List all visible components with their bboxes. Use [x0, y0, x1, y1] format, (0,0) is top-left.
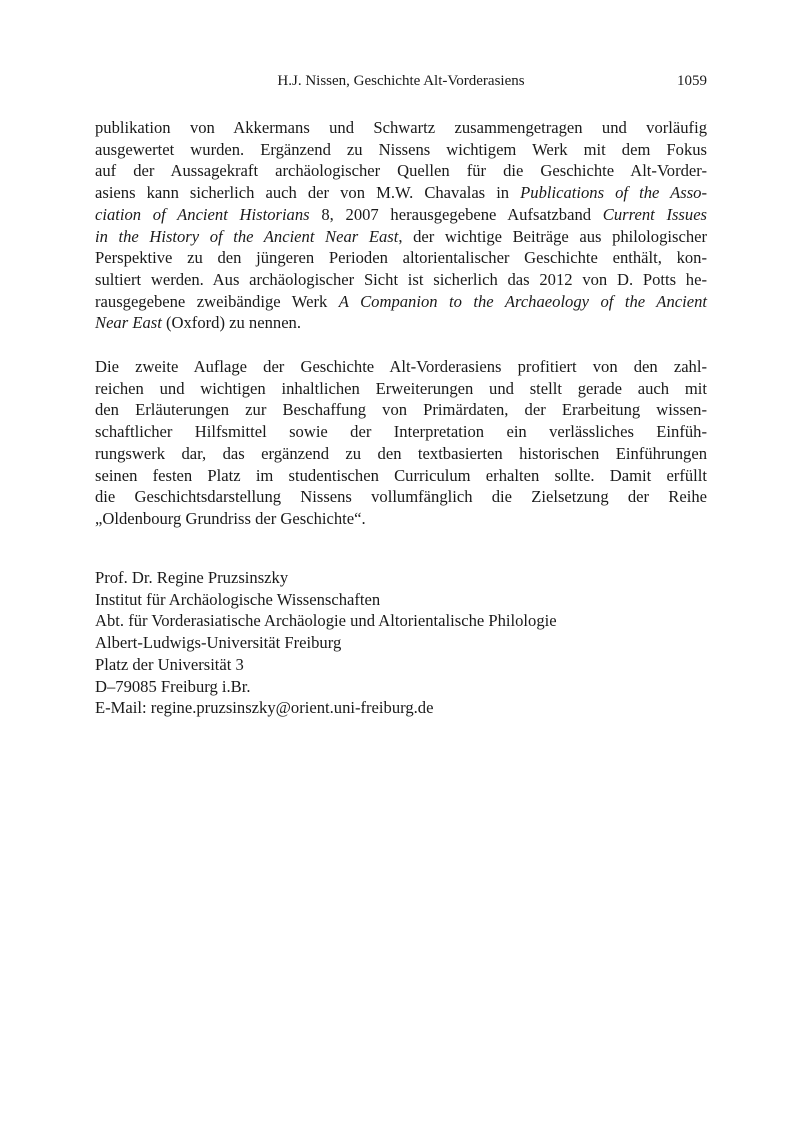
text-line: den Erläuterungen zur Beschaffung von Primärdaten, der Erarbeitung wissen- [95, 400, 707, 420]
text-line: publikation von Akkermans und Schwartz zusammengetragen und vorläufig [95, 118, 707, 137]
institute-name: Institut für Archäologische Wissenschaften [95, 589, 381, 609]
text-line: die Geschichtsdarstellung Nissens vollumfänglich die Zielsetzung der Reihe [95, 487, 707, 507]
street-address: Platz der Universität 3 [95, 654, 244, 674]
italic-title: A Companion to the Archaeology of the Ancient [338, 291, 707, 311]
text-segment: asiens kann sicherlich auch der von M.W. Chavalas in [95, 183, 510, 203]
text-segment: , der wichtige Beiträge aus philologischer [398, 226, 708, 246]
text-segment: (Oxford) zu nennen. [166, 313, 302, 333]
italic-title: ciation of Ancient Historians [95, 204, 310, 224]
text-line: Die zweite Auflage der Geschichte Alt-Vorderasiens profitiert von den zahl- [95, 357, 707, 377]
university-name: Albert-Ludwigs-Universität Freiburg [95, 633, 342, 653]
body-text [95, 117, 707, 530]
text-line: Perspektive zu den jüngeren Perioden altorientalischer Geschichte enthält, kon- [95, 248, 707, 268]
text-line [95, 226, 707, 248]
text-line [95, 312, 707, 334]
text-line: reichen und wichtigen inhaltlichen Erweiterungen und stellt gerade auch mit [95, 378, 707, 398]
email-address: E-Mail: regine.pruzsinszky@orient.uni-freiburg.de [95, 698, 434, 718]
page-number: 1059 [677, 73, 707, 89]
text-line [95, 204, 707, 226]
department-name: Abt. für Vorderasiatische Archäologie und Altorientalische Philologie [95, 611, 557, 631]
text-line: sultiert werden. Aus archäologischer Sicht ist sicherlich das 2012 von D. Potts he- [95, 269, 707, 289]
author-address [95, 567, 707, 719]
text-line [95, 182, 707, 204]
text-line: auf der Aussagekraft archäologischer Quellen für die Geschichte Alt-Vorder- [95, 161, 707, 181]
running-header [95, 70, 707, 92]
text-line: ausgewertet wurden. Ergänzend zu Nissens wichtigem Werk mit dem Fokus [95, 139, 707, 159]
italic-title: in the History of the Ancient Near East [95, 226, 399, 246]
paragraph-1 [95, 117, 707, 334]
running-title: H.J. Nissen, Geschichte Alt-Vorderasiens [277, 73, 525, 89]
text-line [95, 291, 707, 313]
text-line: schaftlicher Hilfsmittel sowie der Interpretation ein verlässliches Einfüh- [95, 422, 707, 442]
text-line: seinen festen Platz im studentischen Curriculum erhalten sollte. Damit erfüllt [95, 465, 707, 485]
italic-title: Current Issues [602, 204, 708, 224]
paragraph-2 [95, 356, 707, 530]
author-name: Prof. Dr. Regine Pruzsinszky [95, 568, 289, 587]
text-line: „Oldenbourg Grundriss der Geschichte“. [95, 508, 366, 528]
italic-title: Near East [95, 313, 162, 333]
text-segment: rausgegebene zweibändige Werk [95, 291, 328, 311]
italic-title: Publications of the Asso- [520, 183, 707, 203]
text-line: rungswerk dar, das ergänzend zu den textbasierten historischen Einführungen [95, 443, 707, 463]
text-segment: 8, 2007 herausgegebene Aufsatzband [321, 204, 592, 224]
city-address: D–79085 Freiburg i.Br. [95, 676, 251, 696]
